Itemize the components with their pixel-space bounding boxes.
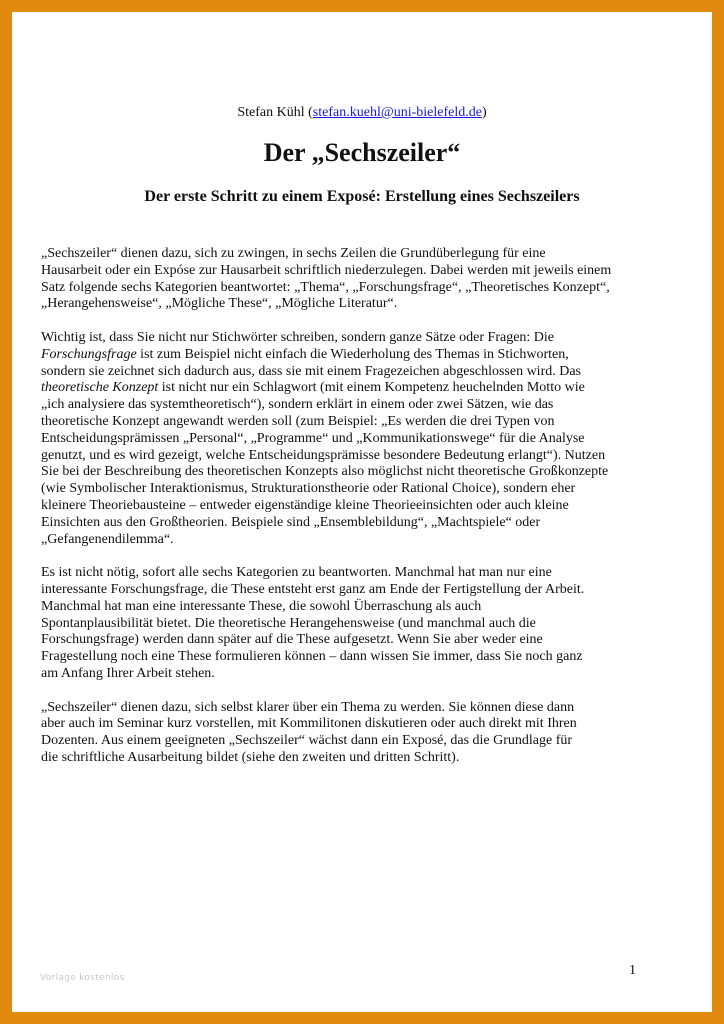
paragraph-4 xyxy=(41,700,651,767)
text-line xyxy=(41,347,651,364)
text-line: genutzt, und es wird gezeigt, welche Entscheidungsprämisse besondere Bedeutung erlangt“). Nutzen xyxy=(41,447,606,463)
text-span: ist zum Beispiel nicht einfach die Wiederholung des Themas in Stichworten, xyxy=(136,346,569,362)
text-line: Es ist nicht nötig, sofort alle sechs Kategorien zu beantworten. Manchmal hat man nur eine xyxy=(41,565,552,581)
text-span: ist nicht nur ein Schlagwort (mit einem Kompetenz heuchelnden Motto wie xyxy=(158,380,585,396)
text-line: interessante Forschungsfrage, die These entsteht erst ganz am Ende der Fertigstellung der Arbeit. xyxy=(41,581,585,597)
text-line: aber auch im Seminar kurz vorstellen, mit Kommilitonen diskutieren oder auch direkt mit Ihren xyxy=(41,716,577,732)
text-line: „Herangehensweise“, „Mögliche These“, „Mögliche Literatur“. xyxy=(41,296,398,312)
text-line: die schriftliche Ausarbeitung bildet (siehe den zweiten und dritten Schritt). xyxy=(41,749,460,765)
paragraph-3 xyxy=(41,565,651,683)
document-body xyxy=(41,246,651,784)
text-line: Manchmal hat man eine interessante These, die sowohl Überraschung als auch xyxy=(41,598,482,614)
document-page xyxy=(12,12,712,1012)
text-line: „ich analysiere das systemtheoretisch“), sondern erklärt in einem oder zwei Sätzen, wie das xyxy=(41,397,554,413)
text-line: sondern sie zeichnet sich dadurch aus, dass sie mit einem Fragezeichen abgeschlossen wird. Das xyxy=(41,363,581,379)
emphasis-theoretische-konzept: theoretische Konzept xyxy=(41,380,159,396)
author-name: Stefan Kühl xyxy=(237,105,305,120)
text-line: Spontanplausibilität bietet. Die theoretische Herangehensweise (und manchmal auch die xyxy=(41,615,536,631)
paragraph-1 xyxy=(41,246,651,313)
text-line: Einsichten aus den Großtheorien. Beispiele sind „Ensemblebildung“, „Machtspiele“ oder xyxy=(41,514,541,530)
paragraph-2 xyxy=(41,330,651,548)
watermark-text: Vorlage kostenlos xyxy=(40,973,125,983)
document-title: Der „Sechszeiler“ xyxy=(263,138,461,167)
text-line: „Gefangenendilemma“. xyxy=(41,531,174,547)
text-line: Wichtig ist, dass Sie nicht nur Stichwörter schreiben, sondern ganze Sätze oder Fragen: Die xyxy=(41,329,555,345)
text-line: Dozenten. Aus einem geeigneten „Sechszeiler“ wächst dann ein Exposé, das die Grundlage für xyxy=(41,733,573,749)
text-line: (wie Symbolischer Interaktionismus, Strukturationstheorie oder Rational Choice), sondern eher xyxy=(41,481,576,497)
text-line: Satz folgende sechs Kategorien beantwortet: „Thema“, „Forschungsfrage“, „Theoretisches Konzept“, xyxy=(41,279,610,295)
text-line: Sie bei der Beschreibung des theoretischen Konzepts also möglichst nicht theoretische Großkonzepte xyxy=(41,464,609,480)
text-line: theoretische Konzept angewandt werden soll (zum Beispiel: „Es werden die drei Typen von xyxy=(41,413,555,429)
page-number: 1 xyxy=(629,963,636,978)
emphasis-forschungsfrage: Forschungsfrage xyxy=(41,346,137,362)
author-email-link[interactable]: stefan.kuehl@uni-bielefeld.de xyxy=(312,105,482,120)
text-line: kleinere Theoriebausteine – entweder eigenständige kleine Theorieeinsichten oder auch kleine xyxy=(41,497,569,513)
document-subtitle: Der erste Schritt zu einem Exposé: Erstellung eines Sechszeilers xyxy=(144,188,580,205)
text-line: „Sechszeiler“ dienen dazu, sich zu zwingen, in sechs Zeilen die Grundüberlegung für eine xyxy=(41,246,546,261)
author-line: Stefan Kühl (stefan.kuehl@uni-bielefeld.de) xyxy=(237,105,487,120)
text-line: Hausarbeit oder ein Expóse zur Hausarbeit schriftlich niederzulegen. Dabei werden mit jeweils einem xyxy=(41,262,612,278)
text-line: „Sechszeiler“ dienen dazu, sich selbst klarer über ein Thema zu werden. Sie können diese dann xyxy=(41,699,575,715)
text-line: Fragestellung noch eine These formulieren können – dann wissen Sie immer, dass Sie noch ganz xyxy=(41,649,583,665)
text-line: am Anfang Ihrer Arbeit stehen. xyxy=(41,665,215,681)
text-line: Forschungsfrage) werden dann später auf die These aufgesetzt. Wenn Sie aber weder eine xyxy=(41,632,543,648)
text-line xyxy=(41,380,651,397)
text-line: Entscheidungsprämissen „Personal“, „Programme“ und „Kommunikationswege“ für die Analyse xyxy=(41,430,585,446)
